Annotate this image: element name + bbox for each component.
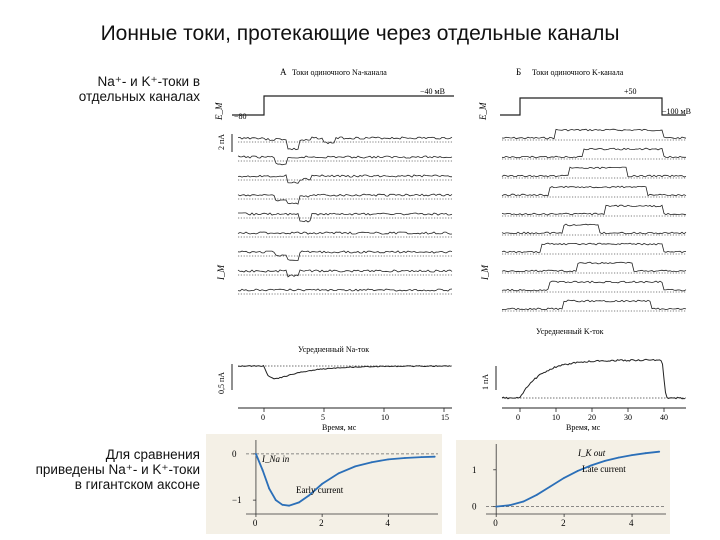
chart-1-x-tick-label: 2 (319, 518, 324, 528)
figure-a-letter: A (280, 67, 287, 77)
figure-a-pulse-low: −80 (234, 112, 247, 121)
figure-a-average-trace (238, 366, 451, 379)
na-x-tick-label: 10 (381, 413, 389, 422)
chart-1-data-point (434, 456, 436, 458)
chart-2-y-tick-label: 1 (472, 464, 477, 475)
k-single-channel-trace (502, 224, 686, 234)
chart-2-data-point (577, 470, 579, 472)
figure-a-im-label: I_M (216, 265, 226, 280)
chart-2-y-tick-label: 0 (472, 501, 477, 512)
figure-b-average-trace (502, 359, 685, 399)
label-single-channel (0, 74, 200, 104)
na-single-channel-trace (238, 156, 452, 165)
figure-a-caption: Токи одиночного Na-канала (292, 68, 387, 77)
k-single-channel-trace (502, 186, 686, 196)
chart-1-data-point (275, 499, 277, 501)
figure-b-pulse-low: −100 мВ (662, 107, 691, 116)
chart-2-data-point (618, 457, 620, 459)
chart-1-x-tick-label: 4 (385, 518, 390, 528)
na-single-channel-trace (238, 137, 452, 150)
chart-2-series-line (496, 452, 659, 507)
na-single-channel-trace (238, 270, 452, 277)
chart-2-data-point (495, 506, 497, 508)
k-single-channel-trace (502, 167, 686, 177)
na-x-tick-label: 0 (261, 413, 265, 422)
k-single-channel-trace (502, 243, 686, 253)
chart-2-points (495, 451, 660, 508)
chart-1-x-tick-label: 0 (252, 518, 258, 528)
figure-b-voltage-step (500, 98, 686, 115)
chart-2-data-point (536, 494, 538, 496)
k-single-channel-trace (502, 262, 686, 272)
figure-a-trace-group (238, 137, 452, 294)
figure-b-avg-scale: 1 пА (481, 373, 490, 390)
figure-a-x-ticks (261, 408, 449, 422)
chart-1-data-point (282, 504, 284, 506)
na-single-channel-trace (238, 175, 452, 183)
chart-1-data-point (421, 456, 423, 458)
chart-2-annotation: Late current (582, 464, 626, 474)
figure-b-pulse-high: +50 (624, 87, 637, 96)
slide-title: Ионные токи, протекающие через отдельные каналы (100, 22, 620, 45)
chart-2-data-point (645, 452, 647, 454)
chart-1-data-point (268, 488, 270, 490)
k-single-channel-trace (502, 148, 686, 158)
k-x-tick-label: 0 (516, 413, 520, 422)
figure-b-x-ticks (516, 408, 668, 422)
k-x-tick-label: 10 (552, 413, 560, 422)
chart-1-data-point (404, 457, 406, 459)
chart-1-data-point (262, 469, 264, 471)
figure-na-channel (212, 64, 462, 432)
chart-1-data-point (387, 459, 389, 461)
k-x-tick-label: 30 (624, 413, 632, 422)
label-giant-axon-line-2: приведены Na⁺- и K⁺-токи (35, 462, 200, 477)
chart-k-giant-axon (456, 440, 670, 534)
figure-k-channel (476, 64, 702, 436)
label-giant-axon-line-1: Для сравнения (105, 447, 200, 462)
figure-b-avg-caption: Усредненный K-ток (536, 327, 604, 336)
figure-b-letter: Б (516, 67, 522, 77)
chart-2-x-tick-label: 4 (629, 518, 634, 528)
chart-2-data-point (550, 486, 552, 488)
chart-2-data-point (604, 460, 606, 462)
chart-2-data-point (523, 501, 525, 503)
na-x-tick-label: 15 (441, 413, 449, 422)
k-x-tick-label: 20 (588, 413, 596, 422)
figure-a-em-label: E_M (214, 102, 224, 120)
na-single-channel-trace (238, 289, 452, 291)
label-giant-axon (0, 447, 200, 492)
chart-2-curve-label: I_K out (578, 448, 606, 458)
figure-b-em-label: E_M (478, 102, 488, 120)
figure-b-caption: Токи одиночного K-канала (532, 68, 624, 77)
figure-a-avg-scale: 0,5 пА (217, 371, 226, 394)
chart-1-data-point (354, 466, 356, 468)
figure-b-x-title: Время, мс (566, 423, 601, 432)
k-single-channel-trace (502, 300, 686, 310)
figure-a-x-title: Время, мс (322, 423, 357, 432)
figure-a-trace-scale: 2 пА (217, 133, 226, 150)
chart-2-data-point (631, 454, 633, 456)
chart-1-data-point (371, 461, 373, 463)
figure-a-avg-caption: Усредненный Na-ток (298, 345, 370, 354)
chart-1-data-point (255, 453, 257, 455)
chart-1-annotation: Early current (296, 485, 344, 495)
na-single-channel-trace (238, 232, 452, 234)
chart-2-x-tick-label: 0 (493, 518, 498, 528)
label-single-channel-line-2: отдельных каналах (78, 89, 200, 104)
k-single-channel-trace (502, 205, 686, 215)
chart-2-data-point (563, 477, 565, 479)
label-single-channel-line-1: Na⁺- и K⁺-токи в (97, 74, 200, 89)
chart-1-y-tick-label: 0 (232, 448, 237, 459)
k-single-channel-trace (502, 281, 686, 291)
figure-b-im-label: I_M (480, 265, 490, 280)
na-x-tick-label: 5 (321, 413, 325, 422)
figure-b-trace-group (502, 129, 686, 311)
chart-1-data-point (298, 502, 300, 504)
k-single-channel-trace (502, 129, 686, 139)
chart-2-x-tick-label: 2 (561, 518, 566, 528)
label-giant-axon-line-3: в гигантском аксоне (74, 477, 200, 492)
chart-na-giant-axon (206, 434, 442, 534)
na-single-channel-trace (238, 213, 452, 222)
chart-1-curve-label: I_Na in (262, 454, 290, 464)
chart-1-data-point (288, 505, 290, 507)
figure-a-voltage-step (232, 96, 454, 115)
chart-1-data-point (338, 472, 340, 474)
chart-2-axes (472, 444, 666, 528)
k-x-tick-label: 40 (660, 413, 668, 422)
chart-2-data-point (509, 504, 511, 506)
figure-a-pulse-high: −40 мВ (420, 87, 445, 96)
chart-2-data-point (658, 451, 660, 453)
chart-1-y-tick-label: −1 (232, 495, 242, 506)
